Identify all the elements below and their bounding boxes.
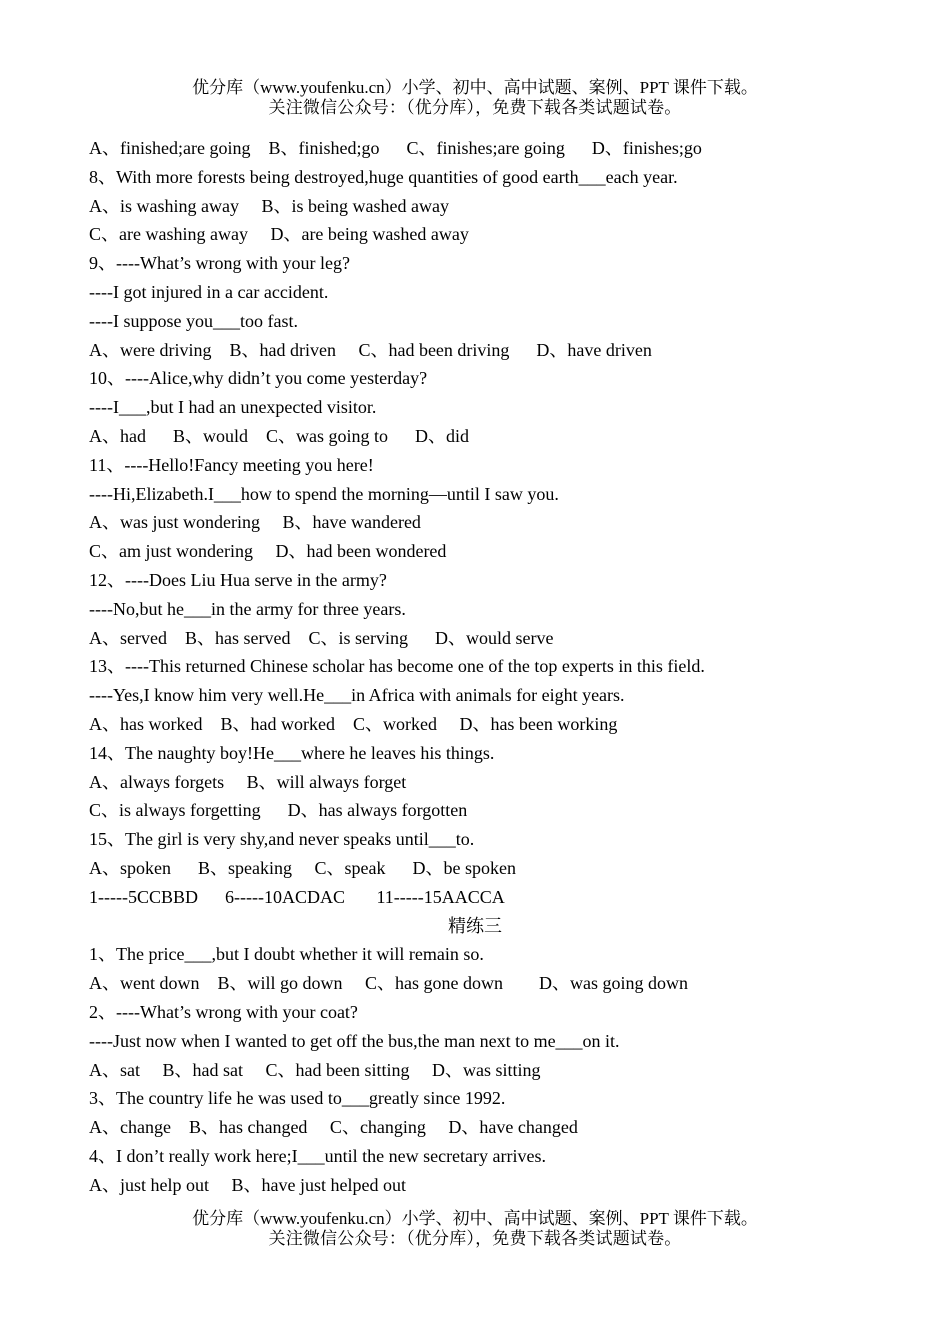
dialogue-line: ----Just now when I wanted to get off the bus,the man next to me___on it.	[89, 1030, 620, 1051]
question-14: 14、The naughty boy!He___where he leaves his things.	[89, 742, 495, 763]
dialogue-line: ----I___,but I had an unexpected visitor.	[89, 397, 377, 418]
answer-options-14b: C、is always forgetting D、has always forgotten	[89, 800, 468, 821]
answer-options-11b: C、am just wondering D、had been wondered	[89, 541, 447, 562]
answer-options-3: A、change B、has changed C、changing D、have changed	[89, 1117, 578, 1138]
header-line-2: 关注微信公众号：（优分库），免费下载各类试题试卷。	[268, 98, 682, 117]
dialogue-line: ----No,but he___in the army for three years.	[89, 598, 406, 619]
dialogue-line: ----Yes,I know him very well.He___in Africa with animals for eight years.	[89, 685, 625, 706]
answer-options-4: A、just help out B、have just helped out	[89, 1174, 406, 1195]
page-header	[0, 78, 950, 118]
question-8: 8、With more forests being destroyed,huge quantities of good earth___each year.	[89, 166, 678, 187]
answer-options-8b: C、are washing away D、are being washed away	[89, 224, 469, 245]
question-15: 15、The girl is very shy,and never speaks until___to.	[89, 829, 475, 850]
question-1: 1、The price___,but I doubt whether it will remain so.	[89, 944, 484, 965]
page-footer	[0, 1209, 950, 1249]
dialogue-line: ----I got injured in a car accident.	[89, 281, 329, 302]
section-title: 精练三	[448, 915, 502, 936]
dialogue-line: ----I suppose you___too fast.	[89, 310, 298, 331]
answer-options-11a: A、was just wondering B、have wandered	[89, 512, 421, 533]
question-4: 4、I don’t really work here;I___until the new secretary arrives.	[89, 1145, 547, 1166]
answer-key: 1-----5CCBBD 6-----10ACDAC 11-----15AACCA	[89, 886, 505, 907]
answer-options-15: A、spoken B、speaking C、speak D、be spoken	[89, 857, 516, 878]
question-11: 11、----Hello!Fancy meeting you here!	[89, 454, 374, 475]
question-9: 9、----What’s wrong with your leg?	[89, 253, 350, 274]
answer-options-12: A、served B、has served C、is serving D、would serve	[89, 627, 554, 648]
answer-options-13: A、has worked B、had worked C、worked D、has been working	[89, 713, 618, 734]
dialogue-line: ----Hi,Elizabeth.I___how to spend the morning—until I saw you.	[89, 483, 559, 504]
header-line-1: 优分库（www.youfenku.cn）小学、初中、高中试题、案例、PPT 课件下载。	[192, 78, 758, 97]
answer-options-8a: A、is washing away B、is being washed away	[89, 195, 449, 216]
answer-options-10: A、had B、would C、was going to D、did	[89, 425, 469, 446]
document-body	[89, 134, 909, 1199]
answer-options-7: A、finished;are going B、finished;go C、finishes;are going D、finishes;go	[89, 138, 702, 158]
answer-options-1: A、went down B、will go down C、has gone down D、was going down	[89, 973, 688, 994]
footer-line-2: 关注微信公众号：（优分库），免费下载各类试题试卷。	[268, 1229, 682, 1248]
question-10: 10、----Alice,why didn’t you come yesterday?	[89, 368, 428, 389]
answer-options-2: A、sat B、had sat C、had been sitting D、was sitting	[89, 1059, 541, 1080]
question-2: 2、----What’s wrong with your coat?	[89, 1001, 358, 1022]
footer-line-1: 优分库（www.youfenku.cn）小学、初中、高中试题、案例、PPT 课件下载。	[192, 1209, 758, 1228]
question-12: 12、----Does Liu Hua serve in the army?	[89, 569, 387, 590]
answer-options-14a: A、always forgets B、will always forget	[89, 771, 407, 792]
answer-options-9: A、were driving B、had driven C、had been driving D、have driven	[89, 339, 652, 360]
question-13: 13、----This returned Chinese scholar has become one of the top experts in this field.	[89, 656, 705, 677]
question-3: 3、The country life he was used to___greatly since 1992.	[89, 1088, 506, 1109]
